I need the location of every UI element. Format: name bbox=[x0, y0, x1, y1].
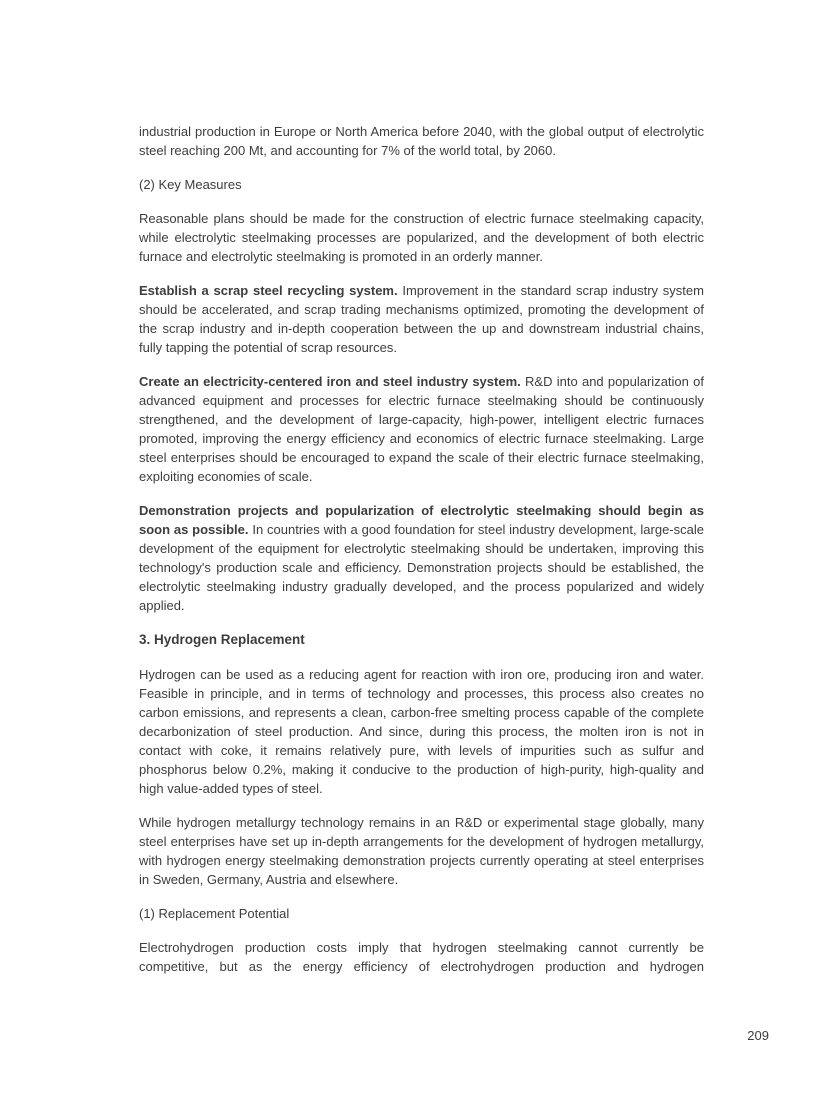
paragraph-demonstration-projects bbox=[139, 501, 704, 615]
subheading-key-measures: (2) Key Measures bbox=[139, 177, 242, 192]
heading-hydrogen-replacement: 3. Hydrogen Replacement bbox=[139, 632, 305, 647]
paragraph-scrap-recycling bbox=[139, 281, 704, 357]
paragraph-text-demonstration-projects: In countries with a good foundation for steel industry development, large-scale development of the equipment for electrolytic steelmaking should be undertaken, improving this technology's production scale and efficiency. Demonstration projects should be established, the electrolytic steelmaking industry gradually developed, and the process popularized and widely applied. bbox=[139, 522, 704, 613]
paragraph-reasonable-plans: Reasonable plans should be made for the construction of electric furnace steelmaking capacity, while electrolytic steelmaking processes are popularized, and the development of both electric furnace and electrolytic steelmaking is promoted in an orderly manner. bbox=[139, 211, 704, 264]
paragraph-lead-electricity-centered: Create an electricity-centered iron and steel industry system. bbox=[139, 374, 521, 389]
paragraph-electrohydrogen-costs: Electrohydrogen production costs imply that hydrogen steelmaking cannot currently be competitive, but as the energy efficiency of electrohydrogen production and hydrogen bbox=[139, 940, 704, 974]
paragraph-continuation: industrial production in Europe or North America before 2040, with the global output of electrolytic steel reaching 200 Mt, and accounting for 7% of the world total, by 2060. bbox=[139, 124, 704, 158]
subheading-replacement-potential: (1) Replacement Potential bbox=[139, 906, 290, 921]
paragraph-text-scrap-recycling: Improvement in the standard scrap industry system should be accelerated, and scrap trading mechanisms optimized, promoting the development of the scrap industry and in-depth cooperation between the up and downstream industrial chains, fully tapping the potential of scrap resources. bbox=[139, 283, 704, 355]
paragraph-text-electricity-centered: R&D into and popularization of advanced equipment and processes for electric furnace steelmaking should be continuously strengthened, and the development of large-capacity, high-power, intelligent electric furnaces promoted, improving the energy efficiency and economics of electric furnace steelmaking. Large steel enterprises should be encouraged to expand the scale of their electric furnace steelmaking, exploiting economies of scale. bbox=[139, 374, 704, 484]
paragraph-lead-scrap-recycling: Establish a scrap steel recycling system. bbox=[139, 283, 398, 298]
paragraph-hydrogen-metallurgy-stage: While hydrogen metallurgy technology remains in an R&D or experimental stage globally, many steel enterprises have set up in-depth arrangements for the development of hydrogen metallurgy, with hydrogen energy steelmaking demonstration projects currently operating at steel enterprises in Sweden, Germany, Austria and elsewhere. bbox=[139, 815, 704, 887]
page-number: 209 bbox=[747, 1028, 769, 1043]
paragraph-lead-demonstration-projects: Demonstration projects and popularization of electrolytic steelmaking should begin as soon as possible. bbox=[139, 503, 704, 537]
paragraph-hydrogen-reducing-agent: Hydrogen can be used as a reducing agent for reaction with iron ore, producing iron and water. Feasible in principle, and in terms of technology and processes, this process also creates no carbon emissions, and represents a clean, carbon-free smelting process capable of the complete decarbonization of steel production. And since, during this process, the molten iron is not in contact with coke, it remains relatively pure, with levels of impurities such as sulfur and phosphorus below 0.2%, making it conducive to the production of high-purity, high-quality and high value-added types of steel. bbox=[139, 667, 704, 796]
page-content bbox=[139, 122, 704, 991]
paragraph-electricity-centered bbox=[139, 372, 704, 486]
